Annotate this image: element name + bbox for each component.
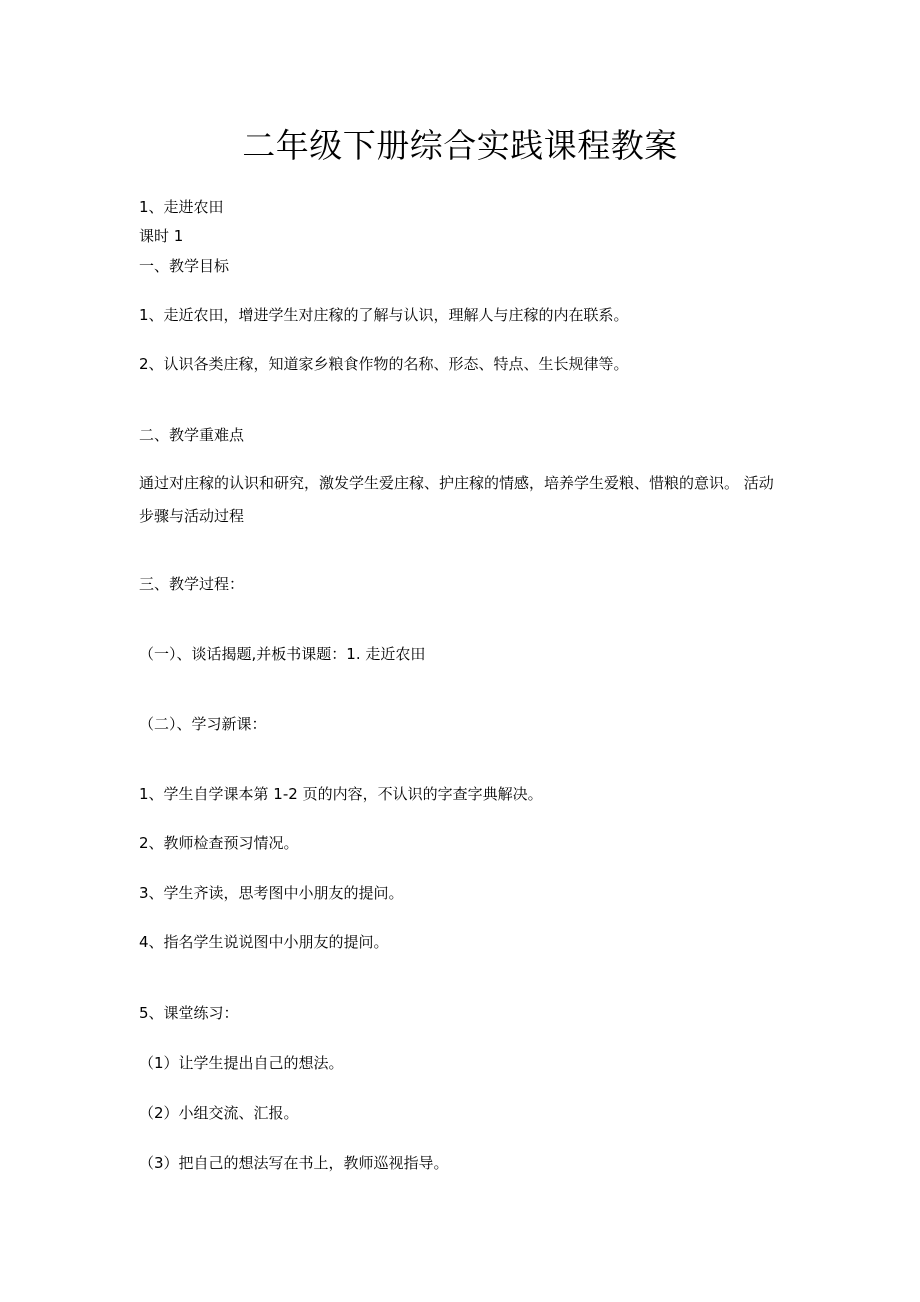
process-item-5: 5、课堂练习： xyxy=(139,1004,239,1022)
process-item-1: 1、学生自学课本第 1-2 页的内容，不认识的字查字典解决。 xyxy=(139,785,543,803)
exercise-item-2: （2）小组交流、汇报。 xyxy=(139,1104,299,1122)
exercise-item-3: （3）把自己的想法写在书上，教师巡视指导。 xyxy=(139,1154,449,1172)
process-item-2: 2、教师检查预习情况。 xyxy=(139,834,299,852)
lesson-heading: 1、走进农田 xyxy=(139,198,224,216)
section-heading-process: 三、教学过程： xyxy=(139,575,245,593)
exercise-item-1: （1）让学生提出自己的想法。 xyxy=(139,1054,344,1072)
goal-item-2: 2、认识各类庄稼，知道家乡粮食作物的名称、形态、特点、生长规律等。 xyxy=(139,355,629,373)
lesson-period: 课时 1 xyxy=(139,227,184,245)
page-title: 二年级下册综合实践课程教案 xyxy=(242,126,678,165)
section-heading-key-points: 二、教学重难点 xyxy=(139,426,245,444)
process-item-3: 3、学生齐读，思考图中小朋友的提问。 xyxy=(139,884,404,902)
process-item-4: 4、指名学生说说图中小朋友的提问。 xyxy=(139,933,389,951)
section-heading-goals: 一、教学目标 xyxy=(139,257,230,275)
process-step-2: （二）、学习新课： xyxy=(139,715,267,733)
goal-item-1: 1、走近农田，增进学生对庄稼的了解与认识，理解人与庄稼的内在联系。 xyxy=(139,306,629,324)
key-points-paragraph: 通过对庄稼的认识和研究，激发学生爱庄稼、护庄稼的情感，培养学生爱粮、惜粮的意识。 活动步骤与活动过程 xyxy=(139,474,774,525)
process-step-1: （一）、谈话揭题,并板书课题：1. 走近农田 xyxy=(139,645,426,663)
